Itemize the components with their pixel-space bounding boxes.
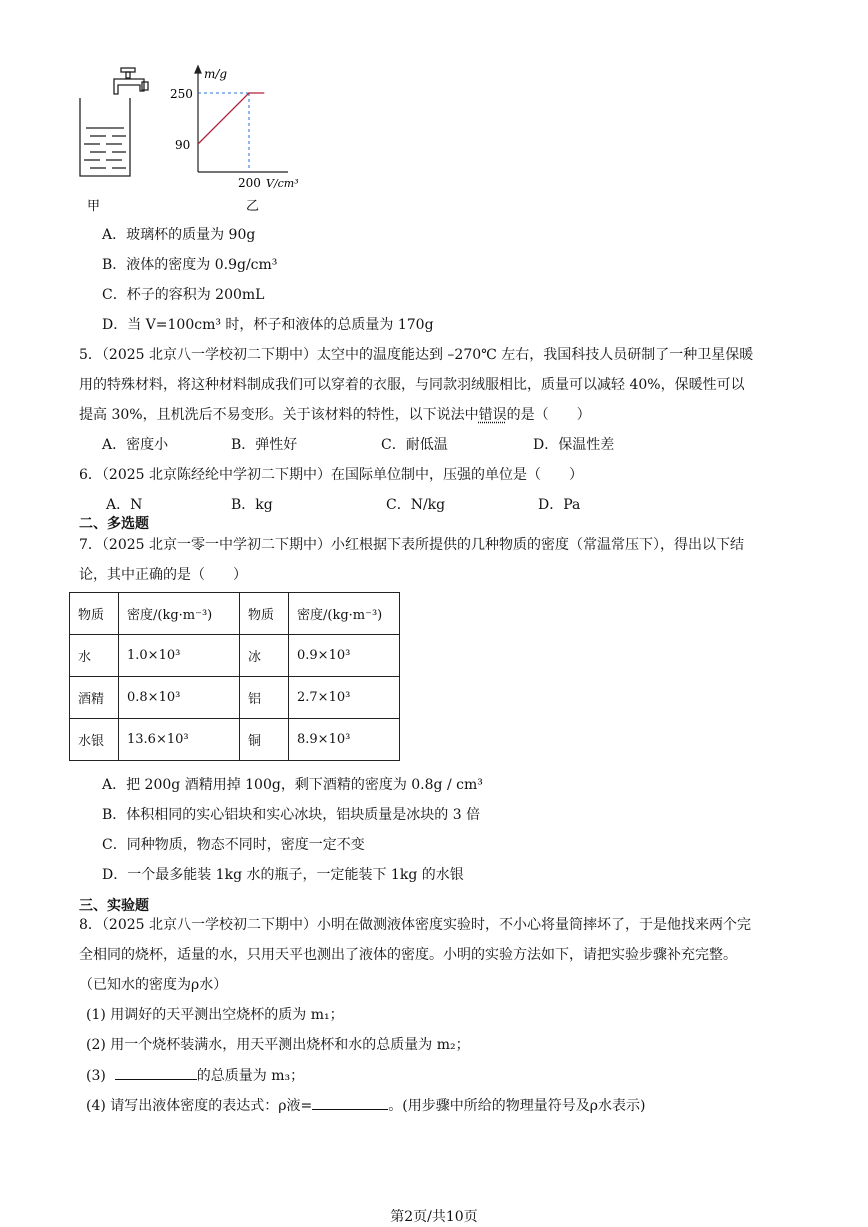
density-table xyxy=(69,592,400,761)
q5-option-d: D．保温性差 xyxy=(533,437,615,453)
y-axis-arrow xyxy=(195,66,201,73)
table-header-cell: 物质 xyxy=(70,593,119,635)
q8-step-4-post: 。(用步骤中所给的物理量符号及ρ水表示) xyxy=(388,1098,646,1114)
table-header-row xyxy=(70,593,400,635)
q5-line-3-pre: 提高 30%，且机洗后不易变形。关于该材料的特性，以下说法中 xyxy=(79,407,479,423)
y-tick-250: 250 xyxy=(170,87,193,101)
table-cell: 1.0×10³ xyxy=(119,635,240,677)
q6-line-1: 6．（2025 北京陈经纶中学初二下期中）在国际单位制中，压强的单位是（ ） xyxy=(79,467,583,483)
y-axis-label: m/g xyxy=(204,67,228,81)
q5-emphasis-mark: 错误 xyxy=(478,407,507,423)
beaker-faucet-figure xyxy=(74,64,164,214)
q5-line-3-post: 的是（ ） xyxy=(506,407,591,423)
mass-volume-series-line xyxy=(198,93,264,144)
q6-option-d: D．Pa xyxy=(538,497,581,513)
table-cell: 铜 xyxy=(240,719,289,761)
table-header-cell: 物质 xyxy=(240,593,289,635)
q7-option-b: B．体积相同的实心铝块和实心冰块，铝块质量是冰块的 3 倍 xyxy=(102,807,481,823)
q6-option-a: A．N xyxy=(106,497,143,513)
q8-step-3 xyxy=(86,1065,304,1086)
q5-line-1: 5．（2025 北京八一学校初二下期中）太空中的温度能达到 –270℃ 左右，我国科技人员研制了一种卫星保暖 xyxy=(79,347,754,363)
q8-line-3: （已知水的密度为ρ水） xyxy=(79,977,228,993)
q8-line-1: 8．（2025 北京八一学校初二下期中）小明在做测液体密度实验时，不小心将量筒摔坏了，于是他找来两个完 xyxy=(79,917,751,933)
q4-option-d: D．当 V=100cm³ 时，杯子和液体的总质量为 170g xyxy=(102,317,434,333)
q5-option-c: C．耐低温 xyxy=(381,437,448,453)
x-tick-200: 200 xyxy=(238,176,261,190)
q5-option-a: A．密度小 xyxy=(102,437,169,453)
table-row xyxy=(70,677,400,719)
q7-line-2: 论，其中正确的是（ ） xyxy=(79,567,247,583)
q8-step-2: (2) 用一个烧杯装满水，用天平测出烧杯和水的总质量为 m₂； xyxy=(86,1037,470,1053)
table-cell: 铝 xyxy=(240,677,289,719)
table-cell: 酒精 xyxy=(70,677,119,719)
q7-option-d: D．一个最多能装 1kg 水的瓶子，一定能装下 1kg 的水银 xyxy=(102,867,464,883)
section-heading-multi-choice: 二、多选题 xyxy=(79,516,149,532)
q7-option-c: C．同种物质，物态不同时，密度一定不变 xyxy=(102,837,365,853)
q7-option-a: A．把 200g 酒精用掉 100g，剩下酒精的密度为 0.8g / cm³ xyxy=(102,777,483,793)
q5-line-2: 用的特殊材料，将这种材料制成我们可以穿着的衣服，与同款羽绒服相比，质量可以减轻 40%，保暖性可以 xyxy=(79,377,745,393)
mass-volume-graph xyxy=(170,62,330,216)
x-axis-label: V/cm³ xyxy=(266,177,299,190)
q8-step-4-blank[interactable] xyxy=(312,1095,388,1110)
q4-option-b: B．液体的密度为 0.9g/cm³ xyxy=(102,257,278,273)
faucet-icon xyxy=(114,68,148,94)
table-row xyxy=(70,719,400,761)
q8-step-3-pre: (3) xyxy=(86,1068,106,1084)
section-heading-experiment: 三、实验题 xyxy=(79,898,149,914)
q8-step-4 xyxy=(86,1095,645,1116)
table-cell: 冰 xyxy=(240,635,289,677)
q8-line-2: 全相同的烧杯，适量的水，只用天平也测出了液体的密度。小明的实验方法如下，请把实验步骤补充完整。 xyxy=(79,947,737,963)
table-cell: 0.8×10³ xyxy=(119,677,240,719)
table-cell: 0.9×10³ xyxy=(289,635,400,677)
y-tick-90: 90 xyxy=(175,138,191,152)
q8-step-1: (1) 用调好的天平测出空烧杯的质为 m₁； xyxy=(86,1007,344,1023)
q8-step-3-blank[interactable] xyxy=(115,1065,197,1080)
table-header-cell: 密度/(kg·m⁻³) xyxy=(289,593,400,635)
figure-label-right: 乙 xyxy=(246,199,260,214)
page-number: 第2页/共10页 xyxy=(390,1209,478,1225)
table-row xyxy=(70,635,400,677)
table-header-cell: 密度/(kg·m⁻³) xyxy=(119,593,240,635)
q5-line-3 xyxy=(79,405,591,425)
figure-label-left: 甲 xyxy=(87,199,101,214)
table-cell: 水银 xyxy=(70,719,119,761)
table-cell: 13.6×10³ xyxy=(119,719,240,761)
table-cell: 2.7×10³ xyxy=(289,677,400,719)
q6-option-b: B．kg xyxy=(231,497,273,513)
beaker-icon xyxy=(80,98,130,176)
q7-line-1: 7．（2025 北京一零一中学初二下期中）小红根据下表所提供的几种物质的密度（常温常压下），得出以下结 xyxy=(79,537,744,553)
q5-option-b: B．弹性好 xyxy=(231,437,298,453)
q4-option-c: C．杯子的容积为 200mL xyxy=(102,287,265,303)
table-cell: 水 xyxy=(70,635,119,677)
q8-step-4-pre: (4) 请写出液体密度的表达式：ρ液= xyxy=(86,1098,313,1114)
q4-option-a: A．玻璃杯的质量为 90g xyxy=(102,227,256,243)
q8-step-3-post: 的总质量为 m₃； xyxy=(196,1068,305,1084)
table-cell: 8.9×10³ xyxy=(289,719,400,761)
q6-option-c: C．N/kg xyxy=(386,497,446,513)
